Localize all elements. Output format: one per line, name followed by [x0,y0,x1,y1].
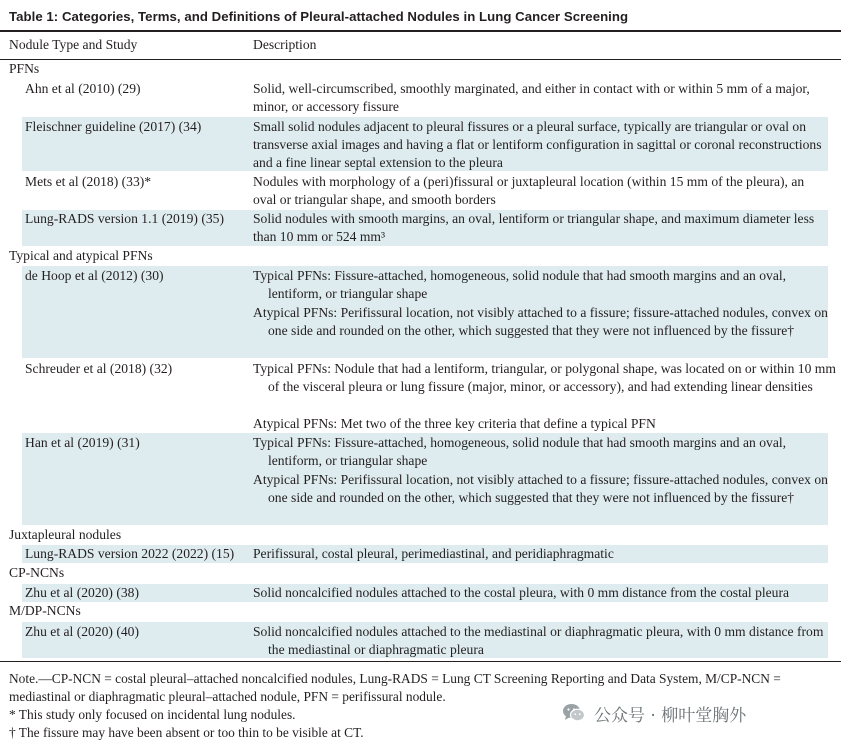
row-study-schreuder: Schreuder et al (2018) (32) [25,361,173,376]
row-study-zhu-mdp: Zhu et al (2020) (40) [25,624,140,639]
row-desc-mets: Nodules with morphology of a (peri)fissural or juxtapleural location (within 15 mm of the pleura), an oval or triangular shape, and smooth borders [253,174,805,207]
row-desc-schreuder-typical: Typical PFNs: Nodule that had a lentiform, triangular, or polygonal shape, was located on or within 10 mm of the visceral pleura or lung fissure (major, minor, or accessory), and had extending linear densities [253,361,836,394]
row-desc-han-typical: Typical PFNs: Fissure-attached, homogeneous, solid nodule that had smooth margins and an oval, lentiform, or triangular shape [253,435,787,468]
row-study-lungrads22: Lung-RADS version 2022 (2022) (15) [25,546,235,561]
row-desc-zhu-mdp: Solid noncalcified nodules attached to the mediastinal or diaphragmatic pleura, with 0 mm distance from the mediastinal or diaphragmatic pleura [253,624,824,657]
row-desc-schreuder-atypical: Atypical PFNs: Met two of the three key criteria that define a typical PFN [253,416,656,431]
note-abbreviations: Note.—CP-NCN = costal pleural–attached noncalcified nodules, Lung-RADS = Lung CT Screening Reporting and Data System, M/CP-NCN = mediastinal or diaphragmatic pleural–attached nodule, PFN = perifissural nodule. [9,671,781,704]
section-typical-atypical: Typical and atypical PFNs [9,248,153,263]
row-study-zhu-cp: Zhu et al (2020) (38) [25,585,140,600]
column-header-study: Nodule Type and Study [9,37,138,52]
row-desc-dehoop-atypical: Atypical PFNs: Perifissural location, not visibly attached to a fissure; fissure-attached nodules, convex on one side and rounded on the other, which suggested that they were not influenced by the fissure† [253,305,828,338]
row-study-ahn: Ahn et al (2010) (29) [25,81,141,96]
row-study-dehoop: de Hoop et al (2012) (30) [25,268,164,283]
section-mdpncns: M/DP-NCNs [9,603,81,618]
row-study-han: Han et al (2019) (31) [25,435,140,450]
title-rule [0,30,841,32]
row-study-fleischner: Fleischner guideline (2017) (34) [25,119,202,134]
header-rule [0,59,841,60]
note-star: * This study only focused on incidental lung nodules. [9,707,296,722]
column-header-description: Description [253,37,317,52]
section-pfns: PFNs [9,61,40,76]
wechat-icon [561,700,587,726]
watermark [561,700,746,726]
row-desc-lungrads11: Solid nodules with smooth margins, an oval, lentiform or triangular shape, and maximum diameter less than 10 mm or 524 mm³ [253,211,815,244]
row-desc-han-atypical: Atypical PFNs: Perifissural location, not visibly attached to a fissure; fissure-attached nodules, convex on one side and rounded on the other, which suggested that they were not influenced by the fissure† [253,472,828,505]
section-juxtapleural: Juxtapleural nodules [9,527,122,542]
row-desc-zhu-cp: Solid noncalcified nodules attached to the costal pleura, with 0 mm distance from the costal pleura [253,585,790,600]
row-desc-dehoop-typical: Typical PFNs: Fissure-attached, homogeneous, solid nodule that had smooth margins and an oval, lentiform, or triangular shape [253,268,787,301]
row-study-mets: Mets et al (2018) (33)* [25,174,152,189]
bottom-rule [0,661,841,662]
table-title: Table 1: Categories, Terms, and Definitions of Pleural-attached Nodules in Lung Cancer Screening [9,9,629,24]
row-desc-ahn: Solid, well-circumscribed, smoothly marginated, and either in contact with or within 5 mm of a major, minor, or accessory fissure [253,81,810,114]
watermark-label: 公众号 · 柳叶堂胸外 [594,705,747,726]
note-dagger: † The fissure may have been absent or too thin to be visible at CT. [9,725,364,740]
section-cpncns: CP-NCNs [9,565,65,580]
row-desc-lungrads22: Perifissural, costal pleural, perimediastinal, and peridiaphragmatic [253,546,614,561]
row-study-lungrads11: Lung-RADS version 1.1 (2019) (35) [25,211,224,226]
row-desc-fleischner: Small solid nodules adjacent to pleural fissures or a pleural surface, typically are triangular or oval on transverse axial images and having a flat or lentiform configuration in sagittal or coronal reconstructions and a fine linear septal extension to the pleura [253,119,822,170]
